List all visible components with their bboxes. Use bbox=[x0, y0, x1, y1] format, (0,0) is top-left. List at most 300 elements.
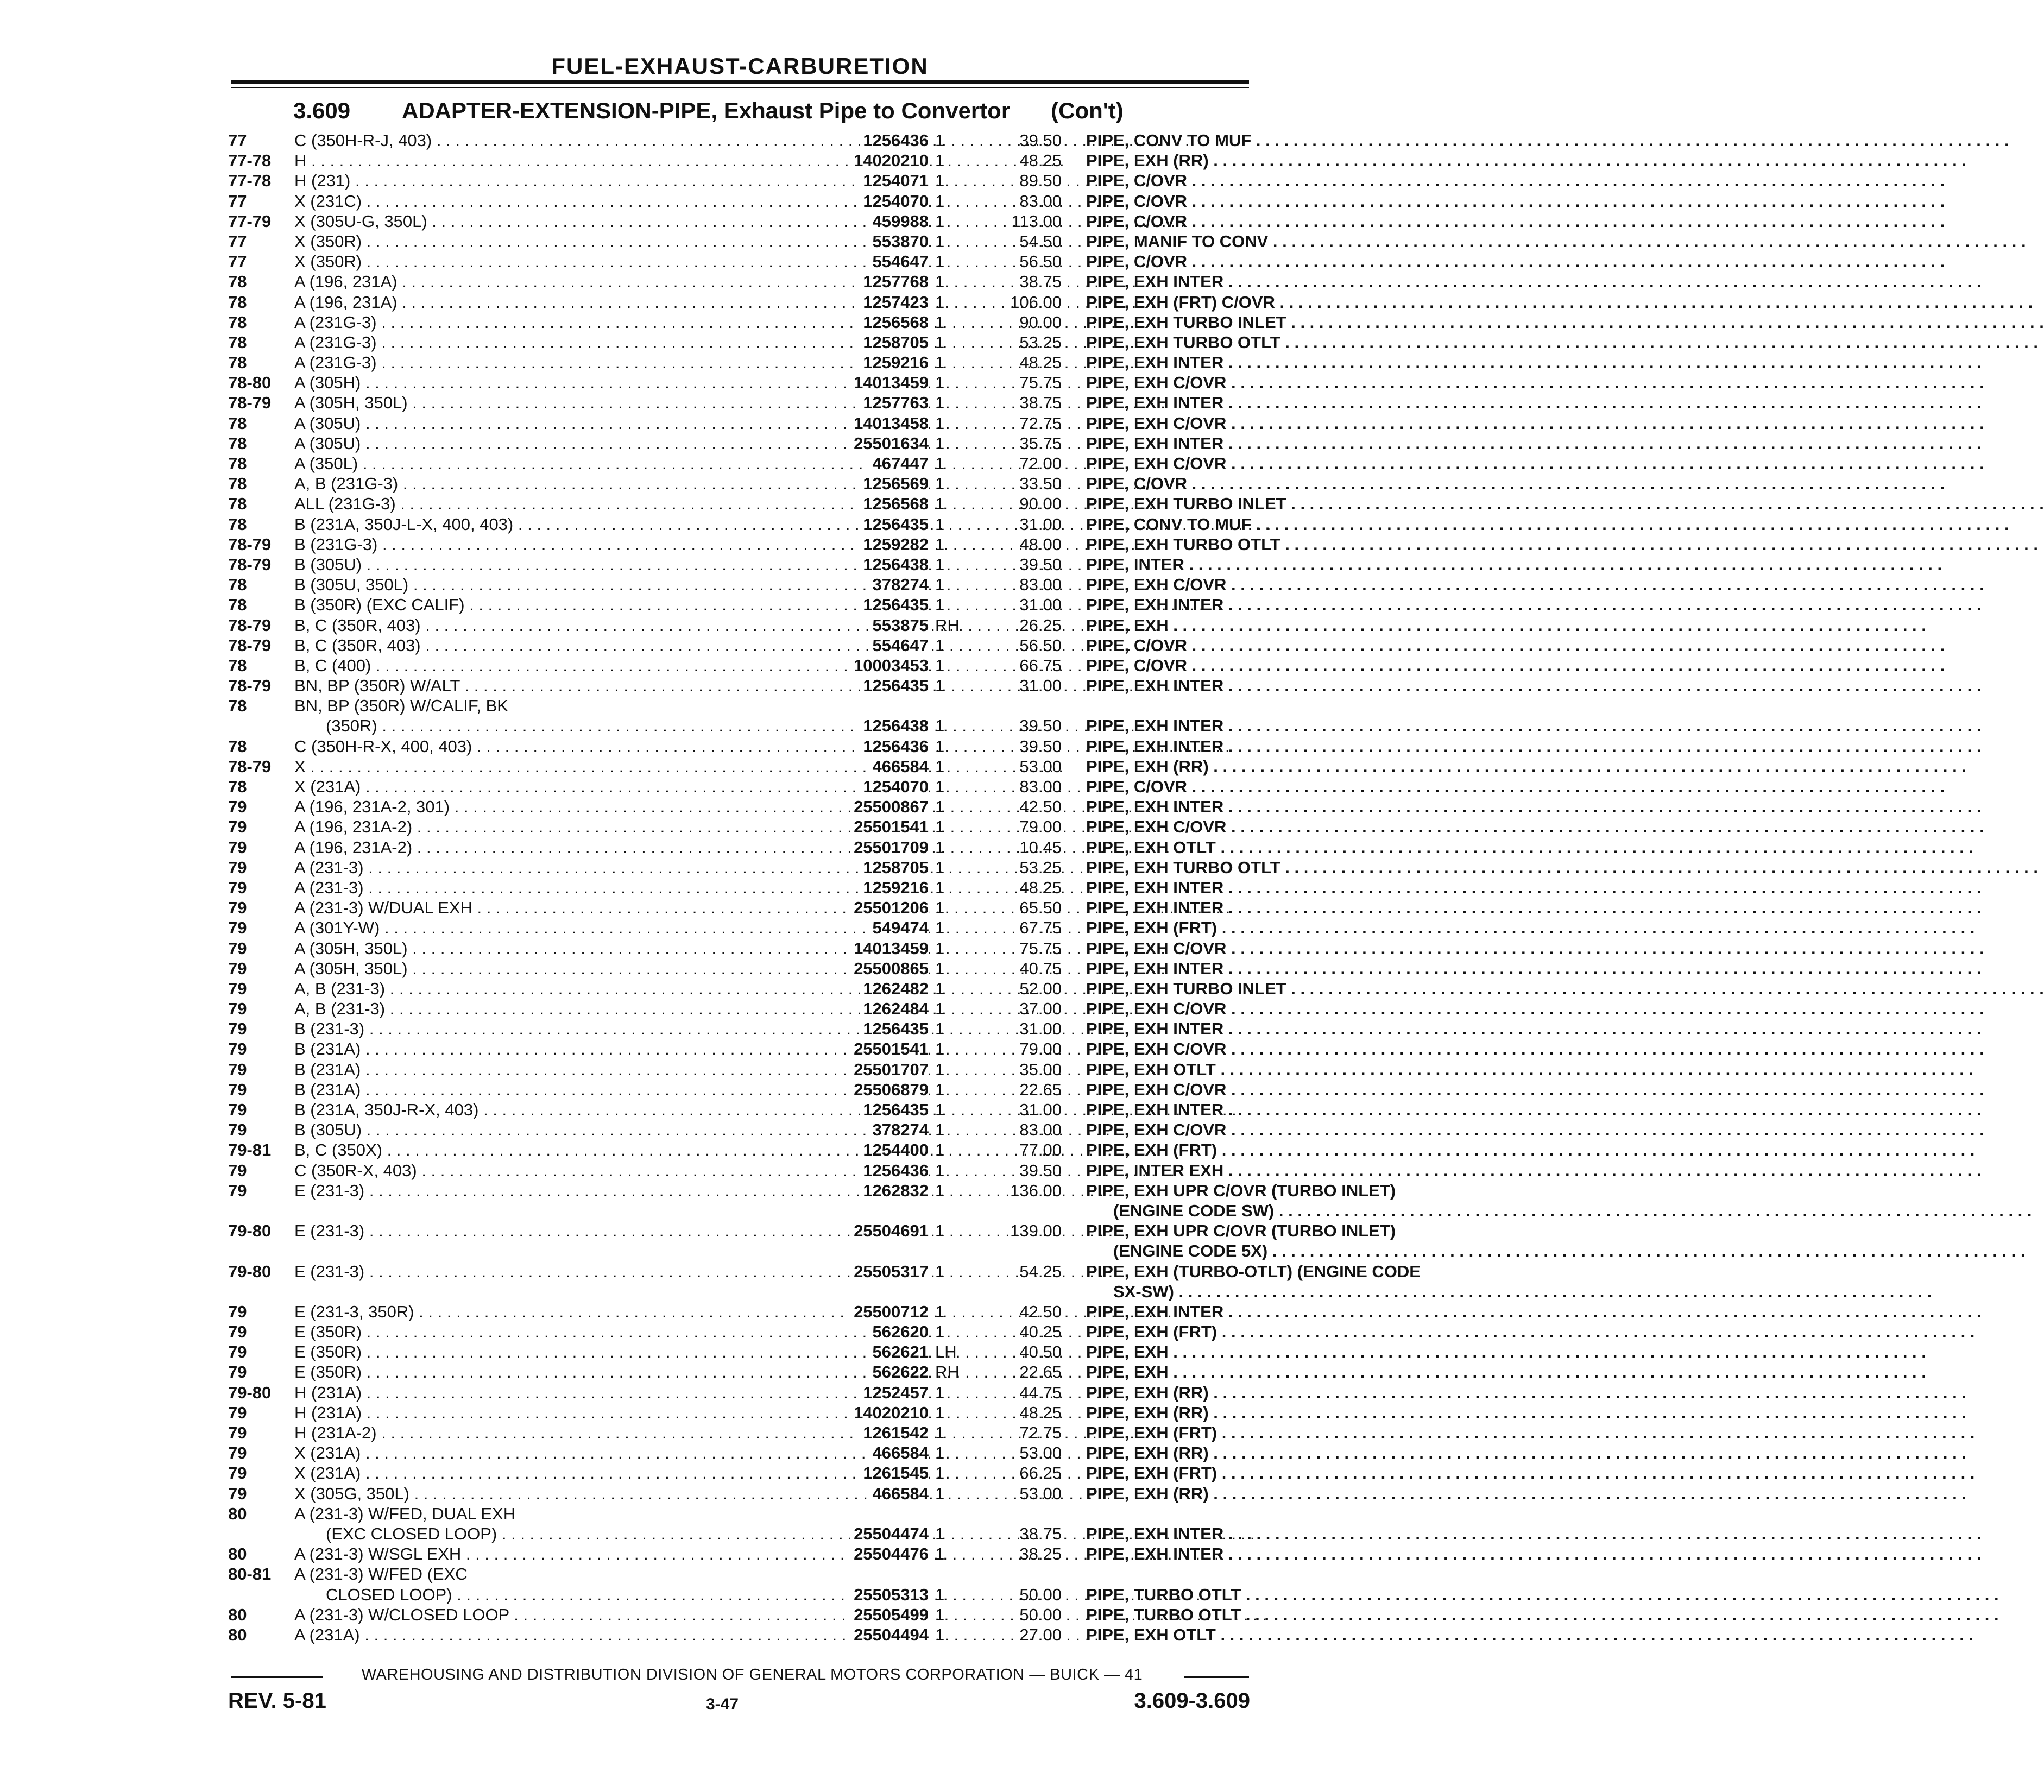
part-description-cell: PIPE, EXH INTER . . . bbox=[1086, 878, 1477, 898]
year-cell: 78 bbox=[228, 272, 247, 292]
part-description-cell: PIPE, TURBO OTLT . . . bbox=[1086, 1585, 1477, 1605]
table-row bbox=[228, 1544, 1260, 1564]
description-cell: X (231A) . . . bbox=[294, 1443, 816, 1463]
quantity-cell: 1 bbox=[935, 353, 945, 373]
quantity-cell: 1 bbox=[935, 474, 945, 494]
year-cell: 79 bbox=[228, 857, 247, 877]
year-cell: 78 bbox=[228, 353, 247, 373]
price-cell: 40.75 bbox=[1019, 958, 1062, 978]
part-number-cell: 1257768 bbox=[860, 272, 929, 292]
part-description-cell: PIPE, EXH C/OVR . . . bbox=[1086, 373, 1477, 393]
table-row bbox=[228, 433, 1260, 453]
table-row bbox=[228, 534, 1280, 554]
year-cell: 79 bbox=[228, 958, 247, 978]
table-row bbox=[228, 696, 1260, 716]
part-number-cell: 1262832 bbox=[860, 1181, 929, 1201]
table-row bbox=[228, 938, 1260, 958]
part-number-cell: 1256568 bbox=[860, 494, 929, 514]
description-cell: B (231A, 350J-L-X, 400, 403) . . . bbox=[294, 514, 816, 534]
table-row bbox=[228, 979, 1286, 999]
part-description-cell: PIPE, EXH (RR) . . . bbox=[1086, 1383, 1477, 1403]
price-cell: 10.45 bbox=[1019, 837, 1062, 857]
description-cell: A, B (231G-3) . . . bbox=[294, 474, 816, 494]
description-cell: A, B (231-3) . . . bbox=[294, 979, 816, 999]
description-cell: X . . . bbox=[294, 756, 816, 777]
year-cell: 80 bbox=[228, 1625, 247, 1644]
part-description-cell: PIPE, EXH INTER . . . bbox=[1086, 1302, 1477, 1322]
description-cell: B, C (350R, 403) . . . bbox=[294, 635, 816, 655]
description-cell: A (231G-3) . . . bbox=[294, 312, 816, 332]
table-row bbox=[228, 1403, 1260, 1423]
table-row bbox=[228, 514, 1260, 534]
part-number-cell: 1262482 bbox=[860, 979, 929, 999]
part-number-cell: 1256435 bbox=[860, 676, 929, 696]
part-number-cell: 549474 bbox=[869, 918, 929, 938]
description-cell: A (196, 231A) . . . bbox=[294, 272, 816, 292]
year-cell: 79 bbox=[228, 878, 247, 897]
year-cell: 79 bbox=[228, 1059, 247, 1079]
table-row bbox=[228, 1322, 1260, 1342]
part-number-cell: 562620 bbox=[869, 1322, 929, 1342]
price-cell: 72.75 bbox=[1019, 1423, 1062, 1442]
table-row bbox=[228, 1463, 1260, 1483]
price-cell: 22.65 bbox=[1019, 1362, 1062, 1382]
year-cell: 77-78 bbox=[228, 151, 272, 171]
part-description-cell: PIPE, EXH UPR C/OVR (TURBO INLET) bbox=[1086, 1221, 1396, 1241]
part-description-cell: PIPE, EXH C/OVR . . . bbox=[1086, 575, 1477, 595]
description-cell: A, B (231-3) . . . bbox=[294, 999, 816, 1019]
table-row bbox=[228, 797, 1260, 817]
table-row bbox=[228, 1120, 1260, 1140]
part-description-cell: PIPE, EXH INTER . . . bbox=[1086, 595, 1477, 615]
part-number-cell: 14013458 bbox=[850, 413, 929, 433]
quantity-cell: 1 bbox=[935, 999, 945, 1019]
price-cell: 31.00 bbox=[1019, 676, 1062, 696]
part-description-cell: PIPE, EXH UPR C/OVR (TURBO INLET) bbox=[1086, 1181, 1396, 1200]
quantity-cell: 1 bbox=[935, 1019, 945, 1039]
quantity-cell: 1 bbox=[935, 272, 945, 292]
description-cell: A (231-3) . . . bbox=[294, 857, 816, 878]
table-row bbox=[228, 150, 1260, 171]
price-cell: 89.50 bbox=[1019, 171, 1062, 191]
part-description-cell: PIPE, C/OVR . . . bbox=[1086, 251, 1477, 272]
part-number-cell: 459988 bbox=[869, 211, 929, 231]
description-cell: A (305H, 350L) . . . bbox=[294, 938, 816, 958]
section-name: ADAPTER-EXTENSION-PIPE, Exhaust Pipe to Convertor bbox=[402, 98, 1011, 123]
part-description-cell: PIPE, EXH C/OVR . . . bbox=[1086, 817, 1477, 837]
table-row bbox=[228, 1605, 1260, 1625]
part-number-cell: 1252457 bbox=[860, 1383, 929, 1403]
price-cell: 31.00 bbox=[1019, 1019, 1062, 1039]
quantity-cell: RH bbox=[935, 1362, 960, 1382]
quantity-cell: 1 bbox=[935, 1383, 945, 1402]
year-cell: 80 bbox=[228, 1544, 247, 1564]
year-cell: 79 bbox=[228, 1484, 247, 1503]
year-cell: 79 bbox=[228, 1463, 247, 1483]
part-number-cell: 25505499 bbox=[850, 1605, 929, 1625]
description-cell: A (305H) . . . bbox=[294, 373, 816, 393]
description-cell: C (350R-X, 403) . . . bbox=[294, 1160, 816, 1181]
price-cell: 54.50 bbox=[1019, 231, 1062, 251]
quantity-cell: 1 bbox=[935, 312, 945, 332]
year-cell: 79 bbox=[228, 1080, 247, 1099]
table-row bbox=[228, 1080, 1260, 1100]
quantity-cell: 1 bbox=[935, 1221, 945, 1241]
description-cell: B (231A) . . . bbox=[294, 1039, 816, 1059]
description-cell: A (231-3) W/SGL EXH . . . bbox=[294, 1544, 816, 1564]
part-description-cell: PIPE, EXH INTER . . . bbox=[1086, 393, 1477, 413]
part-number-cell: 1258705 bbox=[860, 332, 929, 352]
quantity-cell: 1 bbox=[935, 676, 945, 696]
part-description-cell: PIPE, EXH INTER . . . bbox=[1086, 1524, 1477, 1544]
part-number-cell: 562621 bbox=[869, 1342, 929, 1362]
part-number-cell: 1256435 bbox=[860, 1019, 929, 1039]
table-row bbox=[228, 1181, 1396, 1201]
year-cell: 79 bbox=[228, 1362, 247, 1382]
part-description-cell: PIPE, EXH OTLT . . . bbox=[1086, 1059, 1477, 1080]
description-cell: A (231-3) . . . bbox=[294, 878, 816, 898]
quantity-cell: 1 bbox=[935, 151, 945, 171]
part-number-cell: 1259282 bbox=[860, 534, 929, 554]
quantity-cell: 1 bbox=[935, 595, 945, 615]
price-cell: 38.75 bbox=[1019, 1524, 1062, 1543]
part-number-cell: 1258705 bbox=[860, 857, 929, 878]
quantity-cell: 1 bbox=[935, 1463, 945, 1483]
description-cell: H . . . bbox=[294, 150, 816, 171]
table-row bbox=[228, 837, 1260, 857]
part-number-cell: 25500712 bbox=[850, 1302, 929, 1322]
description-cell: X (350R) . . . bbox=[294, 231, 816, 251]
year-cell: 79 bbox=[228, 837, 247, 857]
price-cell: 39.50 bbox=[1019, 131, 1062, 150]
part-number-cell: 1256436 bbox=[860, 1160, 929, 1181]
part-number-cell: 14013459 bbox=[850, 373, 929, 393]
footer-division: WAREHOUSING AND DISTRIBUTION DIVISION OF GENERAL MOTORS CORPORATION — BUICK — 41 bbox=[361, 1666, 1143, 1683]
part-description-cell: PIPE, EXH INTER . . . bbox=[1086, 958, 1477, 979]
part-description-cell: PIPE, EXH (FRT) . . . bbox=[1086, 918, 1477, 938]
price-cell: 113.00 bbox=[1011, 211, 1062, 231]
year-cell: 78 bbox=[228, 433, 247, 453]
price-cell: 53.00 bbox=[1019, 1484, 1062, 1503]
table-row bbox=[228, 1019, 1260, 1039]
description-cell: (350R) . . . bbox=[326, 716, 847, 736]
price-cell: 33.50 bbox=[1019, 474, 1062, 494]
description-cell: A (305U) . . . bbox=[294, 413, 816, 433]
part-number-cell: 1259216 bbox=[860, 352, 929, 373]
year-cell: 77 bbox=[228, 191, 247, 211]
table-row bbox=[228, 1201, 1275, 1221]
part-description-cell: PIPE, EXH (FRT) . . . bbox=[1086, 1423, 1477, 1443]
price-cell: 136.00 bbox=[1010, 1181, 1062, 1200]
price-cell: 54.25 bbox=[1019, 1261, 1062, 1281]
part-description-cell: PIPE, TURBO OTLT . . . bbox=[1086, 1605, 1477, 1625]
description-cell: A (196, 231A-2) . . . bbox=[294, 817, 816, 837]
price-cell: 75.75 bbox=[1019, 938, 1062, 958]
quantity-cell: 1 bbox=[935, 958, 945, 978]
description-cell: E (231-3, 350R) . . . bbox=[294, 1302, 816, 1322]
part-description-cell: PIPE, EXH (RR) . . . bbox=[1086, 1484, 1477, 1504]
year-cell: 79 bbox=[228, 1019, 247, 1039]
part-description-cell: PIPE, EXH . . . bbox=[1086, 615, 1477, 635]
description-cell: A (231-3) W/FED, DUAL EXH bbox=[294, 1504, 516, 1523]
quantity-cell: 1 bbox=[935, 918, 945, 938]
footer-rule-right bbox=[1184, 1676, 1249, 1678]
part-description-cell: PIPE, EXH INTER . . . bbox=[1086, 797, 1477, 817]
quantity-cell: 1 bbox=[935, 332, 945, 352]
quantity-cell: 1 bbox=[935, 1160, 945, 1180]
part-number-cell: 25501541 bbox=[850, 817, 929, 837]
description-cell: C (350H-R-X, 400, 403) . . . bbox=[294, 736, 816, 756]
table-row bbox=[228, 1625, 1260, 1645]
part-number-cell: 562622 bbox=[869, 1362, 929, 1382]
quantity-cell: 1 bbox=[935, 1302, 945, 1321]
part-description-cell: PIPE, EXH (FRT) . . . bbox=[1086, 1322, 1477, 1342]
price-cell: 66.25 bbox=[1019, 1463, 1062, 1483]
quantity-cell: 1 bbox=[935, 1484, 945, 1503]
description-cell: H (231A) . . . bbox=[294, 1383, 816, 1403]
part-number-cell: 25505317 bbox=[850, 1261, 929, 1282]
quantity-cell: 1 bbox=[935, 1625, 945, 1644]
year-cell: 79-80 bbox=[228, 1221, 272, 1241]
part-number-cell: 25501541 bbox=[850, 1039, 929, 1059]
description-cell: E (231-3) . . . bbox=[294, 1221, 816, 1241]
part-description-cell: PIPE, EXH (FRT) . . . bbox=[1086, 1463, 1477, 1483]
part-number-cell: 25501709 bbox=[850, 837, 929, 857]
part-description-cell: PIPE, EXH TURBO INLET . . . bbox=[1086, 979, 1477, 999]
year-cell: 79 bbox=[228, 898, 247, 918]
year-cell: 77 bbox=[228, 252, 247, 272]
price-cell: 83.00 bbox=[1019, 191, 1062, 211]
part-description-cell: PIPE, EXH INTER . . . bbox=[1086, 676, 1477, 696]
part-description-cell: PIPE, EXH . . . bbox=[1086, 1342, 1477, 1362]
description-cell: A (231-3) W/FED (EXC bbox=[294, 1564, 468, 1584]
price-cell: 53.25 bbox=[1019, 857, 1062, 877]
part-description-cell: PIPE, MANIF TO CONV . . . bbox=[1086, 231, 1477, 251]
year-cell: 78 bbox=[228, 332, 247, 352]
year-cell: 79 bbox=[228, 979, 247, 998]
part-number-cell: 553875 bbox=[869, 615, 929, 635]
table-row bbox=[228, 595, 1260, 615]
part-number-cell: 1257423 bbox=[860, 292, 929, 312]
year-cell: 79 bbox=[228, 1443, 247, 1463]
table-row bbox=[228, 1241, 1268, 1261]
table-row bbox=[228, 999, 1260, 1019]
part-number-cell: 14020210 bbox=[850, 150, 929, 171]
quantity-cell: 1 bbox=[935, 1544, 945, 1564]
parts-table bbox=[228, 130, 1421, 1645]
table-row bbox=[228, 756, 1260, 777]
part-description-cell: PIPE, C/OVR . . . bbox=[1086, 777, 1477, 797]
quantity-cell: 1 bbox=[935, 1605, 945, 1624]
part-number-cell: 1256438 bbox=[860, 716, 929, 736]
description-cell: B (231A, 350J-R-X, 403) . . . bbox=[294, 1100, 816, 1120]
table-row bbox=[228, 272, 1260, 292]
table-row bbox=[228, 554, 1260, 575]
table-row bbox=[228, 1383, 1260, 1403]
part-description-cell: PIPE, EXH . . . bbox=[1086, 1362, 1477, 1382]
table-row bbox=[228, 777, 1260, 797]
table-row bbox=[228, 1140, 1260, 1160]
part-description-cell: PIPE, EXH C/OVR . . . bbox=[1086, 413, 1477, 433]
part-number-cell: 1254400 bbox=[860, 1140, 929, 1160]
table-row bbox=[228, 958, 1260, 979]
quantity-cell: 1 bbox=[935, 1140, 945, 1160]
part-description-cell: PIPE, C/OVR . . . bbox=[1086, 191, 1477, 211]
description-cell: B, C (400) . . . bbox=[294, 655, 816, 676]
year-cell: 78 bbox=[228, 575, 247, 595]
table-row bbox=[228, 635, 1260, 655]
part-description-cell: PIPE, EXH INTER . . . bbox=[1086, 352, 1477, 373]
price-cell: 52.00 bbox=[1019, 979, 1062, 998]
price-cell: 65.50 bbox=[1019, 898, 1062, 918]
section-title bbox=[293, 98, 1124, 124]
description-cell: A (231-3) W/DUAL EXH . . . bbox=[294, 898, 816, 918]
table-row bbox=[228, 676, 1260, 696]
price-cell: 72.00 bbox=[1019, 454, 1062, 473]
year-cell: 78-79 bbox=[228, 534, 272, 554]
quantity-cell: 1 bbox=[935, 1181, 945, 1200]
year-cell: 78 bbox=[228, 655, 247, 675]
price-cell: 106.00 bbox=[1010, 292, 1062, 312]
description-cell: A (231A) . . . bbox=[294, 1625, 816, 1645]
description-cell: E (350R) . . . bbox=[294, 1342, 816, 1362]
price-cell: 37.00 bbox=[1019, 999, 1062, 1019]
quantity-cell: 1 bbox=[935, 292, 945, 312]
price-cell: 39.50 bbox=[1019, 1160, 1062, 1180]
quantity-cell: 1 bbox=[935, 857, 945, 877]
table-row bbox=[228, 332, 1280, 352]
quantity-cell: 1 bbox=[935, 211, 945, 231]
page-number: 3-47 bbox=[706, 1695, 739, 1713]
section-number: 3.609 bbox=[293, 98, 351, 123]
description-cell: A (350L) . . . bbox=[294, 453, 816, 474]
part-number-cell: 25504474 bbox=[850, 1524, 929, 1544]
footer-rule-left bbox=[231, 1676, 323, 1678]
quantity-cell: 1 bbox=[935, 454, 945, 473]
part-description-cell: PIPE, EXH TURBO OTLT . . . bbox=[1086, 534, 1477, 554]
quantity-cell: 1 bbox=[935, 1059, 945, 1079]
description-cell: (EXC CLOSED LOOP) . . . bbox=[326, 1524, 847, 1544]
price-cell: 50.00 bbox=[1019, 1585, 1062, 1604]
quantity-cell: 1 bbox=[935, 514, 945, 534]
part-description-cell: PIPE, EXH INTER . . . bbox=[1086, 1544, 1477, 1564]
quantity-cell: 1 bbox=[935, 979, 945, 998]
part-description-cell: PIPE, EXH OTLT . . . bbox=[1086, 837, 1477, 857]
price-cell: 90.00 bbox=[1019, 494, 1062, 514]
description-cell: B (305U) . . . bbox=[294, 1120, 816, 1140]
quantity-cell: 1 bbox=[935, 1423, 945, 1442]
description-cell: X (231A) . . . bbox=[294, 777, 816, 797]
description-cell: B, C (350R, 403) . . . bbox=[294, 615, 816, 635]
year-cell: 80-81 bbox=[228, 1564, 272, 1584]
quantity-cell: 1 bbox=[935, 231, 945, 251]
description-cell: C (350H-R-J, 403) . . . bbox=[294, 130, 816, 150]
part-description-cell: PIPE, EXH (FRT) C/OVR . . . bbox=[1086, 292, 1477, 312]
quantity-cell: 1 bbox=[935, 1322, 945, 1342]
year-cell: 78 bbox=[228, 777, 247, 796]
table-row bbox=[228, 655, 1260, 676]
revision-label: REV. 5-81 bbox=[228, 1689, 326, 1713]
part-number-cell: 25504691 bbox=[850, 1221, 929, 1241]
table-row bbox=[228, 736, 1260, 756]
table-row bbox=[228, 1443, 1260, 1463]
part-number-cell: 378274 bbox=[869, 1120, 929, 1140]
description-cell: B (231A) . . . bbox=[294, 1059, 816, 1080]
description-cell: A (196, 231A-2, 301) . . . bbox=[294, 797, 816, 817]
table-row bbox=[228, 716, 1260, 736]
year-cell: 78-79 bbox=[228, 676, 272, 696]
year-cell: 78-79 bbox=[228, 635, 272, 655]
description-cell: A (305U) . . . bbox=[294, 433, 816, 453]
description-cell: A (196, 231A) . . . bbox=[294, 292, 816, 312]
table-row bbox=[228, 373, 1260, 393]
part-number-cell: 467447 bbox=[869, 453, 929, 474]
table-row bbox=[228, 251, 1260, 272]
table-row bbox=[228, 1302, 1260, 1322]
description-cell: X (350R) . . . bbox=[294, 251, 816, 272]
price-cell: 26.25 bbox=[1019, 615, 1062, 635]
table-row bbox=[228, 1039, 1260, 1059]
quantity-cell: 1 bbox=[935, 191, 945, 211]
part-number-cell: 25501206 bbox=[850, 898, 929, 918]
quantity-cell: 1 bbox=[935, 756, 945, 776]
table-row bbox=[228, 211, 1260, 231]
price-cell: 42.50 bbox=[1019, 1302, 1062, 1321]
part-description-cell: PIPE, EXH C/OVR . . . bbox=[1086, 938, 1477, 958]
price-cell: 53.00 bbox=[1019, 756, 1062, 776]
part-description-cell: PIPE, EXH (TURBO-OTLT) (ENGINE CODE bbox=[1086, 1261, 1421, 1281]
description-cell: X (305U-G, 350L) . . . bbox=[294, 211, 816, 231]
part-number-cell: 553870 bbox=[869, 231, 929, 251]
quantity-cell: 1 bbox=[935, 413, 945, 433]
quantity-cell: LH bbox=[935, 1342, 957, 1362]
description-cell: B (305U) . . . bbox=[294, 554, 816, 575]
price-cell: 53.00 bbox=[1019, 1443, 1062, 1463]
part-number-cell: 1256438 bbox=[860, 554, 929, 575]
part-description-cell: (ENGINE CODE SW) . . . bbox=[1113, 1201, 1504, 1221]
description-cell: ALL (231G-3) . . . bbox=[294, 494, 816, 514]
table-row bbox=[228, 575, 1260, 595]
quantity-cell: 1 bbox=[935, 373, 945, 393]
quantity-cell: 1 bbox=[935, 1524, 945, 1543]
price-cell: 83.00 bbox=[1019, 575, 1062, 595]
description-cell: B (231-3) . . . bbox=[294, 1019, 816, 1039]
part-description-cell: PIPE, C/OVR . . . bbox=[1086, 655, 1477, 676]
part-number-cell: 554647 bbox=[869, 635, 929, 655]
quantity-cell: 1 bbox=[935, 817, 945, 837]
quantity-cell: 1 bbox=[935, 534, 945, 554]
year-cell: 77 bbox=[228, 231, 247, 251]
table-row bbox=[228, 898, 1260, 918]
description-cell: X (305G, 350L) . . . bbox=[294, 1484, 816, 1504]
table-row bbox=[228, 1362, 1260, 1382]
price-cell: 31.00 bbox=[1019, 514, 1062, 534]
price-cell: 48.00 bbox=[1019, 534, 1062, 554]
part-number-cell: 14020210 bbox=[850, 1403, 929, 1423]
description-cell: X (231C) . . . bbox=[294, 191, 816, 211]
year-cell: 77-78 bbox=[228, 171, 272, 191]
quantity-cell: 1 bbox=[935, 393, 945, 413]
year-cell: 79 bbox=[228, 797, 247, 817]
table-row bbox=[228, 191, 1260, 211]
quantity-cell: 1 bbox=[935, 131, 945, 150]
part-number-cell: 1257763 bbox=[860, 393, 929, 413]
part-number-cell: 554647 bbox=[869, 251, 929, 272]
part-description-cell: PIPE, EXH (RR) . . . bbox=[1086, 150, 1477, 171]
part-description-cell: PIPE, EXH INTER . . . bbox=[1086, 1019, 1477, 1039]
part-description-cell: PIPE, INTER . . . bbox=[1086, 554, 1477, 575]
part-number-cell: 1261542 bbox=[860, 1423, 929, 1443]
